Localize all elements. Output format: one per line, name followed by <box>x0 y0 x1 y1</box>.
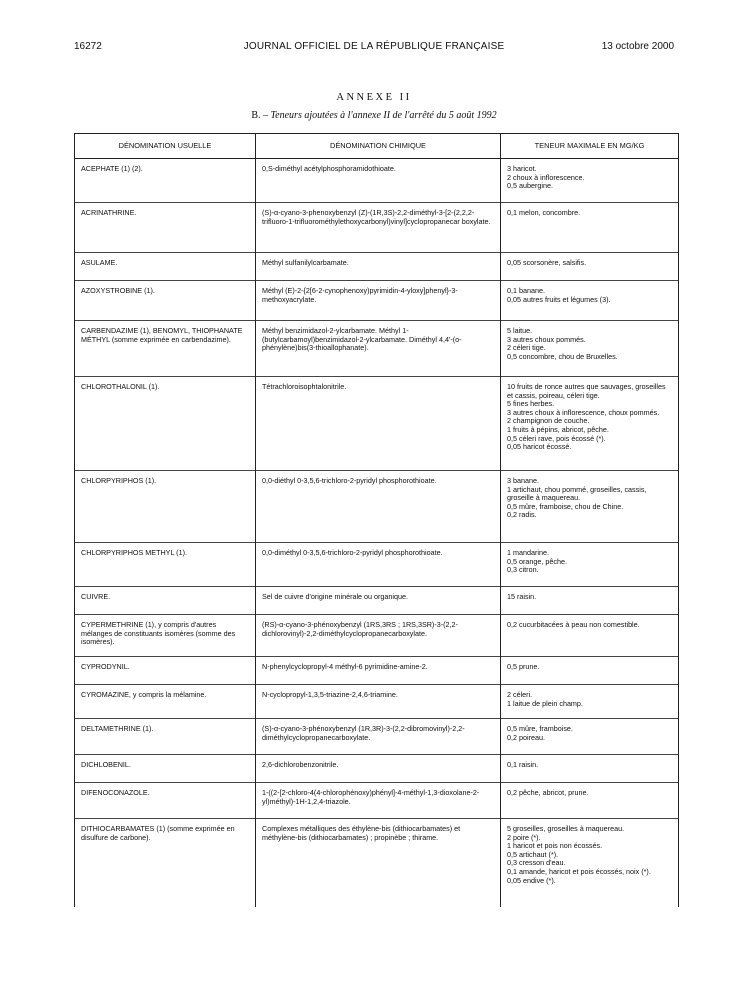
chemical-name-cell: N-cyclopropyl-1,3,5-triazine-2,4,6-triamine. <box>256 685 501 719</box>
publication-date: 13 octobre 2000 <box>601 41 674 52</box>
column-header-common-name: DÉNOMINATION USUELLE <box>75 134 256 159</box>
table-row <box>75 685 679 719</box>
chemical-name-cell: 0,0-diméthyl 0-3,5,6-trichloro-2-pyridyl phosphorothioate. <box>256 543 501 587</box>
limit-entry: 5 fines herbes. <box>507 399 555 409</box>
table-row <box>75 159 679 203</box>
limit-entry: 1 mandarine. <box>507 548 549 557</box>
max-content-cell <box>501 783 679 819</box>
common-name-cell: CUIVRE. <box>75 587 256 615</box>
limit-entry: 0,1 raisin. <box>507 760 539 769</box>
limit-entry: 10 fruits de ronce autres que sauvages, groseilles et cassis, poireau, céleri tige. <box>507 382 666 400</box>
common-name-cell: ASULAME. <box>75 253 256 281</box>
max-content-cell <box>501 657 679 685</box>
limit-entry: 0,05 autres fruits et légumes (3). <box>507 294 611 304</box>
common-name-cell: CYPRODYNIL. <box>75 657 256 685</box>
limit-entry: 2 céleri tige. <box>507 343 546 353</box>
column-header-chemical-name: DÉNOMINATION CHIMIQUE <box>256 134 501 159</box>
limit-entry: 1 artichaut, chou pommé, groseilles, cassis, groseille à maquereau. <box>507 484 647 503</box>
limit-entry: 0,05 haricot écossé. <box>507 442 572 452</box>
max-content-cell <box>501 253 679 281</box>
max-content-cell <box>501 377 679 471</box>
max-content-cell <box>501 819 679 907</box>
chemical-name-cell: (S)-α-cyano-3-phenoxybenzyl (Z)-(1R,3S)-2,2-diméthyl-3-[2-(2,2,2-trifluoro-1-trifluorométhylethoxycarbonyl)vinyl]cyclopropanecar boxylate. <box>256 203 501 253</box>
common-name-cell: DICHLOBENIL. <box>75 755 256 783</box>
max-content-cell <box>501 159 679 203</box>
max-content-cell <box>501 615 679 657</box>
limit-entry: 2 choux à inflorescence. <box>507 172 585 182</box>
limit-entry: 0,3 citron. <box>507 565 539 575</box>
limit-entry: 0,1 melon, concombre. <box>507 208 581 217</box>
common-name-cell: ACRINATHRINE. <box>75 203 256 253</box>
chemical-name-cell: Tétrachloroisophtalonitrile. <box>256 377 501 471</box>
limit-entry: 0,2 radis. <box>507 510 537 520</box>
common-name-cell: DITHIOCARBAMATES (1) (somme exprimée en disulfure de carbone). <box>75 819 256 907</box>
chemical-name-cell: N-phenylcyclopropyl-4 méthyl-6 pyrimidine-amine-2. <box>256 657 501 685</box>
limit-entry: 2 poire (*). <box>507 832 541 842</box>
chemical-name-cell: (RS)-α-cyano-3-phénoxybenzyl (1RS,3RS ; 1RS,3SR)-3-(2,2-dichlorovinyl)-2,2-diméthylcyclopropanecarboxylate. <box>256 615 501 657</box>
subtitle-prefix: B. – <box>251 110 269 121</box>
table-row <box>75 819 679 907</box>
max-content-cell <box>501 587 679 615</box>
limit-entry: 5 groseilles, groseilles à maquereau. <box>507 824 625 833</box>
limit-entry: 0,2 cucurbitacées à peau non comestible. <box>507 620 640 629</box>
limit-entry: 0,5 concombre, chou de Bruxelles. <box>507 351 618 361</box>
limit-entry: 0,5 orange, pêche. <box>507 556 567 566</box>
residue-limits-table <box>74 133 679 907</box>
max-content-cell <box>501 203 679 253</box>
chemical-name-cell: Méthyl (E)-2-{2[6-2-cynophenoxy)pyrimidin-4-yloxy]phenyl}-3-methoxyacrylate. <box>256 281 501 321</box>
limit-entry: 0,5 aubergine. <box>507 181 553 191</box>
common-name-cell: CHLORPYRIPHOS METHYL (1). <box>75 543 256 587</box>
max-content-cell <box>501 281 679 321</box>
max-content-cell <box>501 755 679 783</box>
common-name-cell: CYROMAZINE, y compris la mélamine. <box>75 685 256 719</box>
table-row <box>75 253 679 281</box>
table-row <box>75 203 679 253</box>
column-header-max-content: TENEUR MAXIMALE EN MG/KG <box>501 134 679 159</box>
max-content-cell <box>501 543 679 587</box>
limit-entry: 15 raisin. <box>507 592 537 601</box>
table-row <box>75 657 679 685</box>
journal-title: JOURNAL OFFICIEL DE LA RÉPUBLIQUE FRANÇAISE <box>243 41 505 52</box>
table-row <box>75 281 679 321</box>
chemical-name-cell: Complexes métalliques des éthylène-bis (dithiocarbamates) et méthylène-bis (dithiocarbamates) ; propinèbe ; thirame. <box>256 819 501 907</box>
common-name-cell: AZOXYSTROBINE (1). <box>75 281 256 321</box>
max-content-cell <box>501 321 679 377</box>
table-row <box>75 755 679 783</box>
table-row <box>75 471 679 543</box>
limit-entry: 0,5 artichaut (*). <box>507 849 559 859</box>
table-header-row <box>75 134 679 159</box>
limit-entry: 0,5 prune. <box>507 662 540 671</box>
limit-entry: 0,3 cresson d'eau. <box>507 858 566 868</box>
common-name-cell: CHLORPYRIPHOS (1). <box>75 471 256 543</box>
chemical-name-cell: 1-((2-[2-chloro-4(4-chlorophénoxy)phényl]-4-méthyl-1,3-dioxolane-2-yl)méthyl)-1H-1,2,4-triazole. <box>256 783 501 819</box>
chemical-name-cell: 2,6-dichlorobenzonitrile. <box>256 755 501 783</box>
limit-entry: 1 laitue de plein champ. <box>507 698 583 708</box>
limit-entry: 3 autres choux pommés. <box>507 334 586 344</box>
table-row <box>75 377 679 471</box>
page-number: 16272 <box>74 41 102 52</box>
limit-entry: 1 haricot et pois non écossés. <box>507 841 603 851</box>
limit-entry: 0,05 endive (*). <box>507 875 556 885</box>
limit-entry: 2 céleri. <box>507 690 533 699</box>
table-body <box>75 159 679 907</box>
limit-entry: 5 laitue. <box>507 326 533 335</box>
max-content-cell <box>501 471 679 543</box>
limit-entry: 0,5 céleri rave, pois écossé (*). <box>507 433 606 443</box>
table-row <box>75 587 679 615</box>
annex-subtitle <box>0 110 748 121</box>
table-row <box>75 719 679 755</box>
chemical-name-cell: 0,0-diéthyl 0-3,5,6-trichloro-2-pyridyl phosphorothioate. <box>256 471 501 543</box>
chemical-name-cell: Sel de cuivre d'origine minérale ou organique. <box>256 587 501 615</box>
chemical-name-cell: Méthyl sulfanilylcarbamate. <box>256 253 501 281</box>
limit-entry: 0,1 banane. <box>507 286 545 295</box>
chemical-name-cell: (S)-α-cyano-3-phénoxybenzyl (1R,3R)-3-(2,2-dibromovinyl)-2,2-diméthylcyclopropanecarboxylate. <box>256 719 501 755</box>
table-row <box>75 321 679 377</box>
limit-entry: 0,2 pêche, abricot, prune. <box>507 788 589 797</box>
annex-title: ANNEXE II <box>336 92 412 103</box>
table-row <box>75 783 679 819</box>
limit-entry: 3 haricot. <box>507 164 537 173</box>
table-row <box>75 615 679 657</box>
common-name-cell: DIFENOCONAZOLE. <box>75 783 256 819</box>
limit-entry: 0,5 mûre, framboise, chou de Chine. <box>507 501 624 511</box>
limit-entry: 0,2 poireau. <box>507 732 545 742</box>
common-name-cell: CYPERMETHRINE (1), y compris d'autres mélanges de constituants isomères (somme des isomères). <box>75 615 256 657</box>
chemical-name-cell: 0,S-diméthyl acétylphosphoramidothioate. <box>256 159 501 203</box>
max-content-cell <box>501 719 679 755</box>
limit-entry: 3 banane. <box>507 476 539 485</box>
common-name-cell: DELTAMETHRINE (1). <box>75 719 256 755</box>
max-content-cell <box>501 685 679 719</box>
table-row <box>75 543 679 587</box>
limit-entry: 0,1 amande, haricot et pois écossés, noix (*). <box>507 866 651 876</box>
limit-entry: 0,05 scorsonère, salsifis. <box>507 258 587 267</box>
running-header <box>74 41 674 55</box>
limit-entry: 1 fruits à pépins, abricot, pêche. <box>507 424 609 434</box>
subtitle-text: Teneurs ajoutées à l'annexe II de l'arrêté du 5 août 1992 <box>270 110 497 121</box>
common-name-cell: CARBENDAZIME (1), BENOMYL, THIOPHANATE MÉTHYL (somme exprimée en carbendazime). <box>75 321 256 377</box>
limit-entry: 0,5 mûre, framboise. <box>507 724 573 733</box>
limit-entry: 2 champignon de couche. <box>507 416 590 426</box>
chemical-name-cell: Méthyl benzimidazol-2-ylcarbamate. Méthyl 1-(butylcarbamoyl)benzimidazol-2-ylcarbamate. Diméthyl 4,4'-(o-phénylène)bis(3-thioallophanate). <box>256 321 501 377</box>
common-name-cell: ACEPHATE (1) (2). <box>75 159 256 203</box>
limit-entry: 3 autres choux à inflorescence, choux pommés. <box>507 407 660 417</box>
common-name-cell: CHLOROTHALONIL (1). <box>75 377 256 471</box>
